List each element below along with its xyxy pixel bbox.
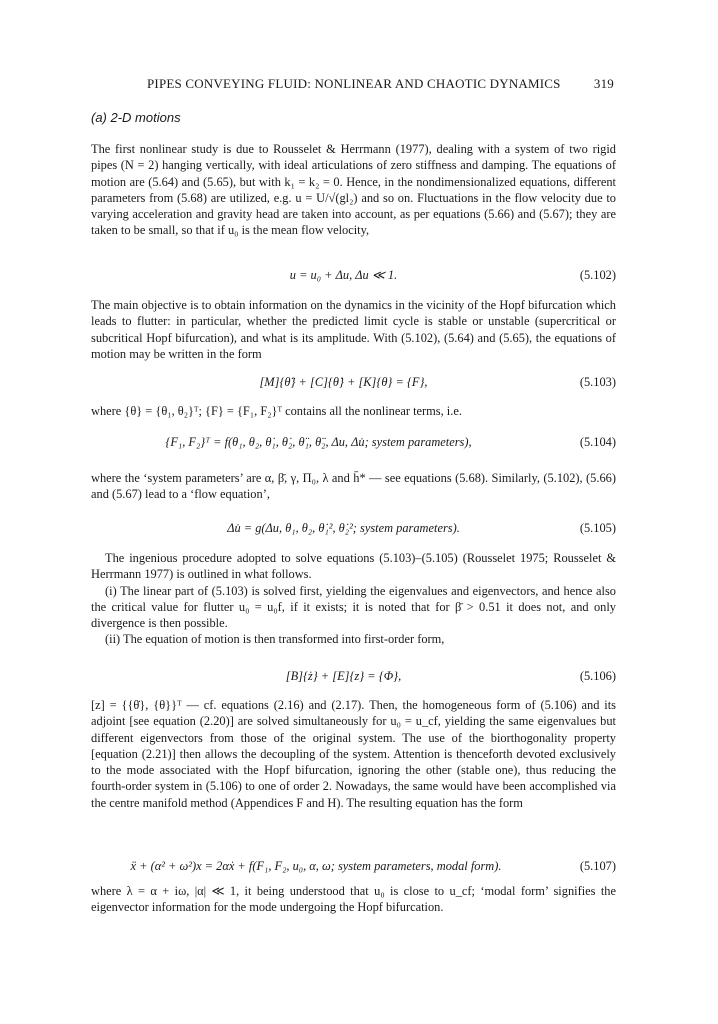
equation-body: [M]{θ̈} + [C]{θ̇} + [K]{θ} = {F}, (259, 375, 428, 389)
paragraph-step-i: (i) The linear part of (5.103) is solved first, yielding the eigenvalues and eigenvectors, and hence also the critical value for flutter u₀ = u₀f, if it exists; it is noted that for β̄ > 0.51 it does not, and only divergence is then possible. (91, 583, 616, 631)
section-title: (a) 2-D motions (91, 110, 181, 125)
equation-5-107 (91, 858, 616, 874)
paragraph-procedure (91, 550, 616, 648)
equation-5-102 (91, 267, 616, 283)
paragraph-objective (91, 297, 616, 362)
equation-5-106 (91, 668, 616, 684)
paragraph-intro (91, 141, 616, 239)
paragraph: The ingenious procedure adopted to solve equations (5.103)–(5.105) (Rousselet 1975; Rousselet & Herrmann 1977) is outlined in what follows. (91, 551, 616, 582)
equation-body: {F₁, F₂}ᵀ = f(θ₁, θ₂, θ̇₁, θ̇₂, θ̈₁, θ̈₂, Δu, Δu̇; system parameters), (165, 435, 472, 449)
equation-5-103 (91, 374, 616, 390)
equation-number: (5.103) (579, 375, 616, 389)
equation-body: ẍ + (α² + ω²)x = 2αẋ + f(F₁, F₂, u₀, α, ω; system parameters, modal form). (130, 859, 502, 873)
paragraph-lambda (91, 883, 616, 916)
running-title: PIPES CONVEYING FLUID: NONLINEAR AND CHAOTIC DYNAMICS (147, 76, 561, 91)
paragraph: The first nonlinear study is due to Rousselet & Herrmann (1977), dealing with a system of two rigid pipes (N = 2) hanging vertically, with ideal articulations of zero stiffness and damping. The equations of motion are (5.64) and (5.65), but with k₁ = k₂ = 0. Hence, in the nondimensionalized equations, different parameters from (5.68) are utilized, e.g. u = U/√(gl₂) and so on. Fluctuations in the flow velocity due to varying acceleration and gravity head are taken into account, as per equations (5.66) and (5.67); they are taken to be small, so that if u₀ is the mean flow velocity, (91, 142, 616, 238)
equation-number: (5.106) (579, 669, 616, 683)
equation-number: (5.107) (579, 859, 616, 873)
equation-body: [B]{ż} + [E]{z} = {Φ}, (285, 669, 402, 683)
paragraph-where-theta (91, 403, 616, 419)
paragraph: where {θ} = {θ₁, θ₂}ᵀ; {F} = {F₁, F₂}ᵀ contains all the nonlinear terms, i.e. (91, 404, 462, 418)
equation-number: (5.102) (579, 268, 616, 282)
paragraph: where the ‘system parameters’ are α, β̄, γ, Π₀, λ and h̄* — see equations (5.68). Similarly, (5.102), (5.66) and (5.67) lead to a ‘flow equation’, (91, 471, 616, 502)
equation-5-105 (91, 520, 616, 536)
paragraph-step-ii: (ii) The equation of motion is then transformed into first-order form, (105, 632, 445, 647)
equation-5-104 (91, 434, 616, 450)
paragraph: [z] = {{θ̇}, {θ}}ᵀ — cf. equations (2.16) and (2.17). Then, the homogeneous form of (5.106) and its adjoint [see equation (2.20)] are solved simultaneously for u₀ = u_cf, yielding the same eigenvalues but different eigenvectors from those of the original system. The use of the biorthogonality property [equation (2.21)] then allows the decoupling of the system. Attention is thenceforth devoted exclusively to the mode associated with the Hopf bifurcation, ignoring the other (stable one), thus reducing the fourth-order system in (5.106) to one of order 2. Nowadays, the same would have been accomplished via the centre manifold method (Appendices F and H). The resulting equation has the form (91, 698, 616, 810)
equation-number: (5.104) (579, 435, 616, 449)
paragraph-biorthogonality (91, 697, 616, 811)
equation-body: u = u₀ + Δu, Δu ≪ 1. (289, 268, 398, 282)
page-number: 319 (593, 76, 614, 91)
paragraph-system-parameters (91, 470, 616, 503)
paragraph: where λ = α + iω, |α| ≪ 1, it being understood that u₀ is close to u_cf; ‘modal form’ signifies the eigenvector information for the mode undergoing the Hopf bifurcation. (91, 884, 616, 915)
paragraph: The main objective is to obtain information on the dynamics in the vicinity of the Hopf bifurcation which leads to flutter: in particular, whether the predicted limit cycle is stable or unstable (supercritical or subcritical Hopf bifurcation), and what is its amplitude. With (5.102), (5.64) and (5.65), the equations of motion may be written in the form (91, 298, 616, 361)
equation-number: (5.105) (579, 521, 616, 535)
equation-body: Δu̇ = g(Δu, θ₁, θ₂, θ̇₁², θ̇₂²; system parameters). (227, 521, 460, 535)
